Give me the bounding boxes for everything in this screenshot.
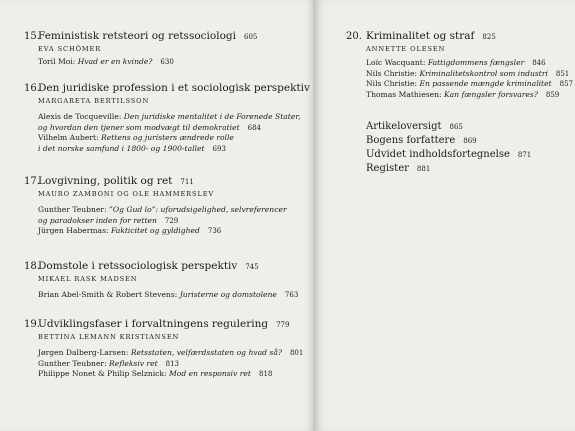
toc-entry — [38, 133, 309, 154]
toc-entry — [366, 69, 568, 80]
section-number: 19. — [24, 319, 40, 330]
section-heading — [24, 82, 309, 96]
toc-back-matter — [366, 120, 575, 176]
entry-title: Fattigdommens fængsler — [427, 58, 525, 67]
section-number: 20. — [346, 31, 362, 42]
entry-author: Brian Abel-Smith & Robert Stevens: — [38, 290, 178, 299]
section-title: Den juridiske profession i et sociologisk perspektiv — [38, 82, 310, 94]
section-page: 825 — [482, 33, 496, 41]
toc-section-19 — [24, 318, 309, 380]
misc-page: 871 — [517, 151, 532, 159]
toc-entry — [38, 348, 309, 359]
section-title: Lovgivning, politik og ret — [38, 175, 173, 187]
section-author: ANNETTE OLESEN — [366, 45, 446, 53]
misc-label: Udvidet indholdsfortegnelse — [366, 149, 510, 160]
toc-entry — [38, 205, 309, 226]
entry-title-continued: og hvordan den tjener som modvægt til demokratiet — [38, 122, 240, 132]
toc-misc-item — [366, 134, 575, 148]
entry-page: 693 — [212, 144, 226, 153]
misc-page: 869 — [463, 137, 477, 145]
section-page: 605 — [243, 33, 258, 41]
section-number: 16. — [24, 83, 40, 94]
section-heading — [24, 318, 309, 332]
entry-author: Nils Christie: — [366, 79, 418, 88]
entry-title: Mod en responsiv ret — [169, 369, 251, 378]
entry-author: Gunther Teubner: — [38, 205, 107, 214]
section-author: MIKAEL RASK MADSEN — [38, 275, 138, 283]
section-heading — [24, 175, 309, 189]
section-page: 779 — [276, 321, 290, 329]
entry-title: ”Og Gud lo”: uforudsigelighed, selvreferencer — [109, 205, 287, 214]
toc-entry — [366, 79, 574, 90]
entry-author: Loïc Wacquant: — [366, 58, 426, 67]
entry-page: 857 — [559, 80, 574, 88]
entry-page: 763 — [284, 291, 299, 299]
section-page: 711 — [180, 178, 194, 186]
entry-page: 859 — [545, 90, 560, 99]
entry-page: 729 — [164, 216, 179, 225]
entry-title: Rettens og juristers ændrede rolle — [101, 133, 234, 142]
entry-author: Nils Christie: — [366, 68, 418, 78]
entry-title: Retsstaten, velfærdsstaten og hvad så? — [130, 348, 282, 357]
section-author: EVA SCHÖMER — [38, 45, 102, 53]
entry-author: Toril Moi: — [38, 57, 76, 66]
section-heading — [24, 260, 309, 274]
section-title: Udviklingsfaser i forvaltningens regulering — [38, 318, 269, 330]
section-heading — [24, 30, 309, 44]
entry-author: Thomas Mathiesen: — [366, 89, 442, 99]
section-number: 18. — [24, 261, 40, 272]
entry-title: Kriminalitetskontrol som industri — [419, 68, 548, 78]
toc-entry — [366, 58, 568, 69]
section-title: Feministisk retsteori og retssociologi — [38, 30, 236, 42]
entry-title-continued: og paradokser inden for retten — [38, 215, 157, 225]
toc-section-18 — [24, 260, 309, 301]
toc-entry — [38, 226, 309, 237]
entry-title: Refleksiv ret — [109, 358, 158, 368]
toc-misc-item — [366, 148, 575, 162]
section-heading — [346, 30, 568, 44]
toc-section-17 — [24, 175, 309, 237]
entry-title: Fakticitet og gyldighed — [110, 226, 200, 235]
entry-author: Jürgen Habermas: — [38, 226, 109, 235]
toc-entry — [38, 369, 309, 380]
section-number: 15. — [24, 31, 40, 42]
toc-entry — [38, 359, 309, 370]
toc-misc-item — [366, 162, 575, 176]
entry-author: Gunther Teubner: — [38, 358, 107, 368]
entry-page: 736 — [207, 227, 222, 235]
misc-label: Bogens forfattere — [366, 135, 456, 146]
entry-author: Alexis de Tocqueville: — [38, 112, 122, 121]
entry-page: 801 — [289, 349, 304, 357]
entry-page: 684 — [247, 123, 261, 132]
entry-title: Den juridiske mentalitet i de Forenede Stater, — [123, 112, 301, 121]
misc-page: 881 — [416, 165, 431, 173]
section-title: Kriminalitet og straf — [366, 30, 475, 42]
toc-section-20 — [346, 30, 574, 100]
section-author: MAURO ZAMBONI OG OLE HAMMERSLEV — [38, 190, 215, 198]
toc-entry — [38, 290, 309, 301]
entry-title: Juristerne og domstolene — [179, 290, 277, 299]
entry-page: 846 — [532, 59, 546, 67]
entry-title: En passende mængde kriminalitet — [419, 79, 552, 88]
section-page: 745 — [245, 263, 259, 271]
entry-page: 851 — [555, 69, 570, 78]
section-author: MARGARETA BERTILSSON — [38, 97, 150, 105]
misc-label: Artikeloversigt — [366, 121, 442, 132]
misc-label: Register — [366, 163, 409, 174]
entry-title: Kan fængsler forsvares? — [444, 89, 538, 99]
entry-page: 813 — [165, 359, 179, 368]
section-author: BETTINA LEMANN KRISTIANSEN — [38, 333, 180, 341]
entry-title: Hvad er en kvinde? — [77, 57, 153, 66]
toc-entry — [366, 90, 568, 101]
toc-section-16 — [24, 82, 309, 154]
entry-author: Vilhelm Aubert: — [38, 133, 99, 142]
toc-misc-item — [366, 120, 575, 134]
entry-author: Philippe Nonet & Philip Selznick: — [38, 369, 167, 378]
toc-entry — [38, 112, 309, 133]
entry-page: 818 — [258, 370, 273, 378]
toc-section-15 — [24, 30, 309, 68]
entry-author: Jørgen Dalberg-Larsen: — [38, 348, 129, 357]
section-number: 17. — [24, 176, 40, 187]
section-title: Domstole i retssociologisk perspektiv — [38, 260, 238, 272]
misc-page: 865 — [449, 123, 463, 131]
entry-page: 630 — [160, 58, 174, 66]
entry-title-continued: i det norske samfund i 1800- og 1900-tallet — [38, 143, 205, 153]
toc-entry — [38, 57, 309, 68]
